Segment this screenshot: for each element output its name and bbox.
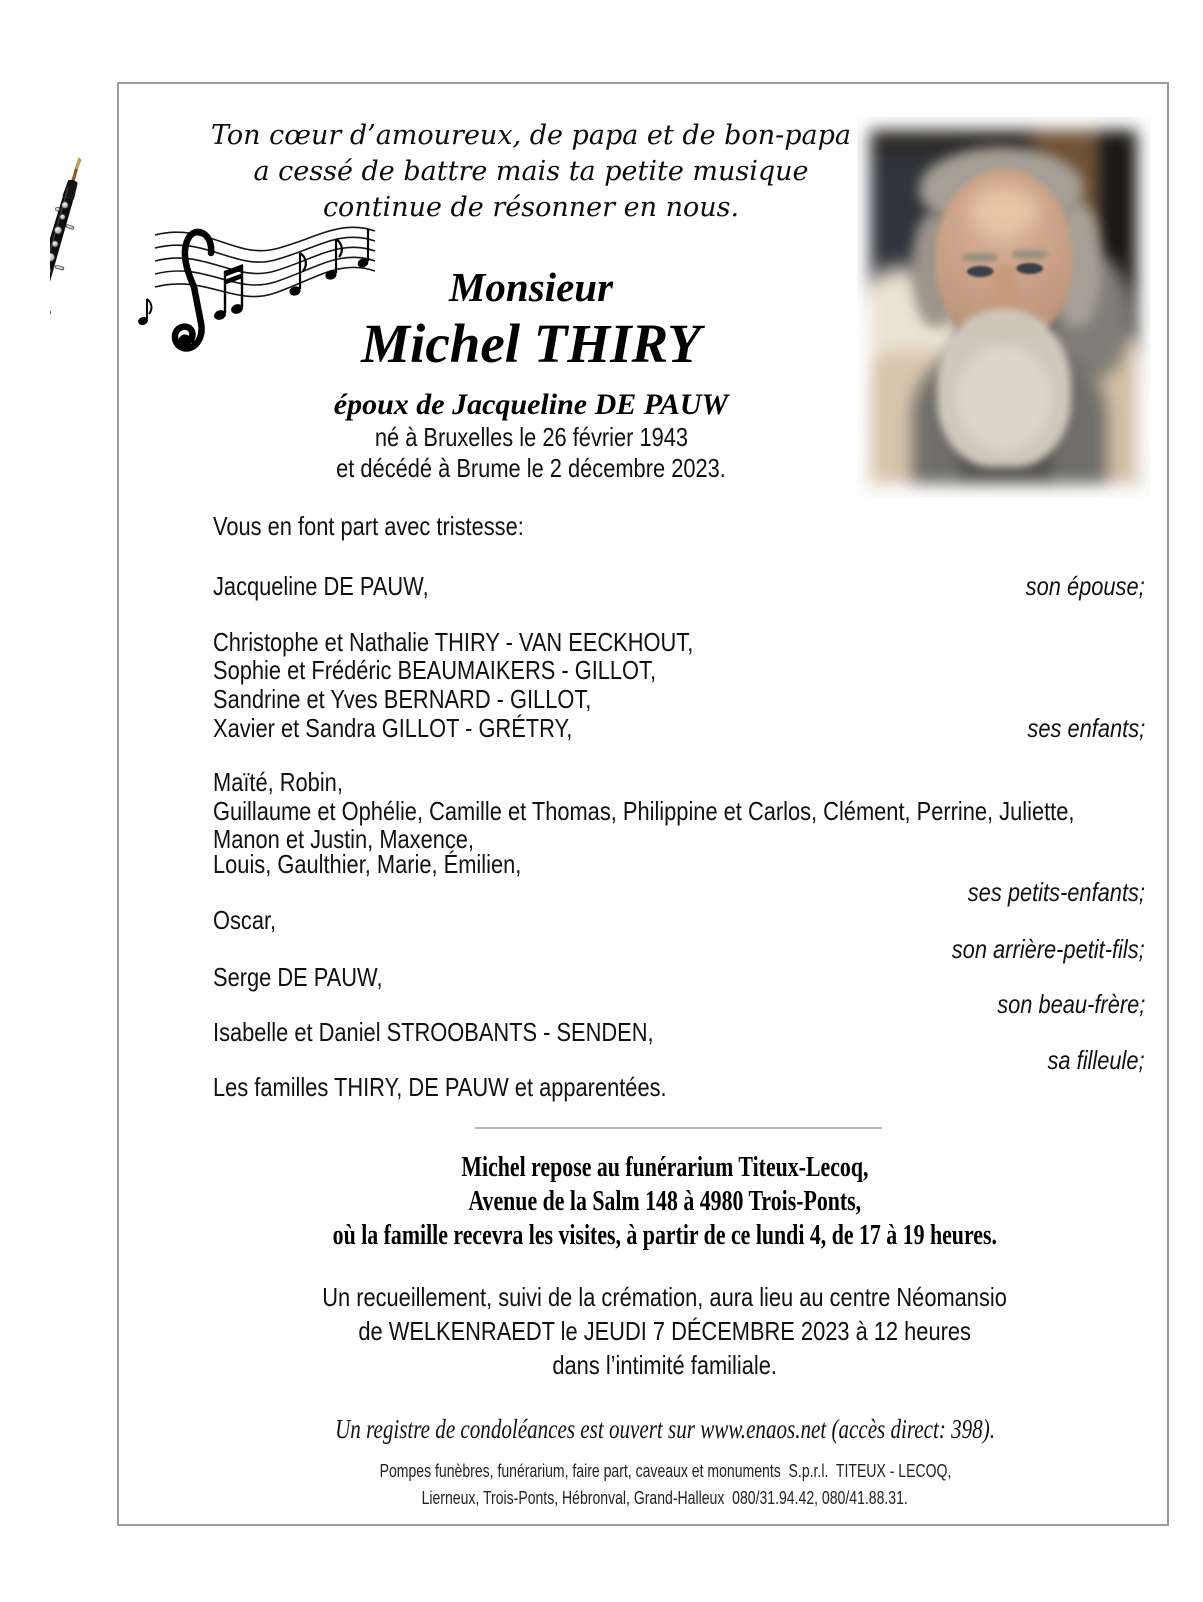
title-monsieur: Monsieur [448, 264, 614, 310]
family-row [213, 627, 1145, 655]
quote-block [151, 118, 911, 226]
family-row [213, 796, 1145, 824]
birth-line: né à Bruxelles le 26 février 1943 [374, 422, 688, 452]
family-names: Jacqueline DE PAUW, [213, 571, 429, 601]
announcement-intro: Vous en font part avec tristesse: [213, 511, 524, 541]
family-names: Serge DE PAUW, [213, 962, 383, 992]
family-names: Sophie et Frédéric BEAUMAIKERS - GILLOT, [213, 655, 657, 685]
quote-line: a cessé de battre mais ta petite musique [253, 156, 809, 187]
family-row [213, 1017, 1145, 1045]
family-names: Les familles THIRY, DE PAUW et apparentées. [213, 1072, 667, 1102]
face [935, 169, 1073, 344]
family-names: Maïté, Robin, [213, 767, 343, 797]
relation-label: son beau-frère; [996, 989, 1145, 1019]
funeral-home-line: Pompes funèbres, funérarium, faire part, caveaux et monuments S.p.r.l. TITEUX - LECOQ, [379, 1461, 951, 1481]
family-names: Oscar, [213, 905, 277, 935]
family-row [213, 684, 1145, 712]
family-names: Christophe et Nathalie THIRY - VAN EECKHOUT, [213, 627, 694, 657]
ceremony-line: dans l’intimité familiale. [552, 1350, 778, 1380]
family-names: Sandrine et Yves BERNARD - GILLOT, [213, 684, 592, 714]
family-row [213, 1045, 1145, 1073]
photo-background [1032, 117, 1102, 252]
ceremony-line: Un recueillement, suivi de la crémation, aura lieu au centre Néomansio [322, 1282, 1008, 1312]
family-row [213, 934, 1145, 962]
visitation-line: Avenue de la Salm 148 à 4980 Trois-Ponts, [468, 1186, 862, 1217]
relation-label: ses enfants; [1027, 713, 1145, 743]
family-row [213, 989, 1145, 1017]
section-divider [475, 1127, 882, 1129]
family-names: Louis, Gaulthier, Marie, Émilien, [213, 849, 522, 879]
deceased-name: Michel THIRY [361, 313, 701, 374]
visitation-line: où la famille recevra les visites, à partir de ce lundi 4, de 17 à 19 heures. [332, 1220, 998, 1251]
family-row [213, 713, 1145, 741]
family-names: Isabelle et Daniel STROOBANTS - SENDEN, [213, 1017, 654, 1047]
family-names: Manon et Justin, Maxence, [213, 824, 475, 854]
relation-label: ses petits-enfants; [967, 877, 1145, 907]
family-row [213, 824, 1145, 852]
family-row [213, 849, 1145, 877]
family-row [213, 767, 1145, 795]
family-row [213, 655, 1145, 683]
beard [937, 309, 1071, 467]
relation-label: son épouse; [1025, 571, 1145, 601]
death-line: et décédé à Brume le 2 décembre 2023. [336, 453, 726, 483]
quote-line: continue de résonner en nous. [322, 192, 740, 223]
family-row [213, 877, 1145, 905]
funeral-home-line: Lierneux, Trois-Ponts, Hébronval, Grand-Halleux 080/31.94.42, 080/41.88.31. [421, 1488, 909, 1508]
family-row [213, 962, 1145, 990]
family-row [213, 1072, 1145, 1100]
ceremony-line: de WELKENRAEDT le JEUDI 7 DÉCEMBRE 2023 à 12 heures [358, 1316, 972, 1346]
family-names: Xavier et Sandra GILLOT - GRÉTRY, [213, 713, 573, 743]
spouse-line: époux de Jacqueline DE PAUW [333, 388, 729, 421]
relation-label: sa filleule; [1047, 1045, 1145, 1075]
quote-line: Ton cœur d’amoureux, de papa et de bon-papa [211, 120, 851, 151]
visitation-line: Michel repose au funérarium Titeux-Lecoq, [461, 1152, 869, 1183]
condolences-line: Un registre de condoléances est ouvert sur www.enaos.net (accès direct: 398). [335, 1414, 995, 1444]
family-names: Guillaume et Ophélie, Camille et Thomas, Philippine et Carlos, Clément, Perrine, Juliette, [213, 796, 1075, 826]
relation-label: son arrière-petit-fils; [952, 934, 1145, 964]
family-row [213, 905, 1145, 933]
family-row [213, 571, 1145, 599]
